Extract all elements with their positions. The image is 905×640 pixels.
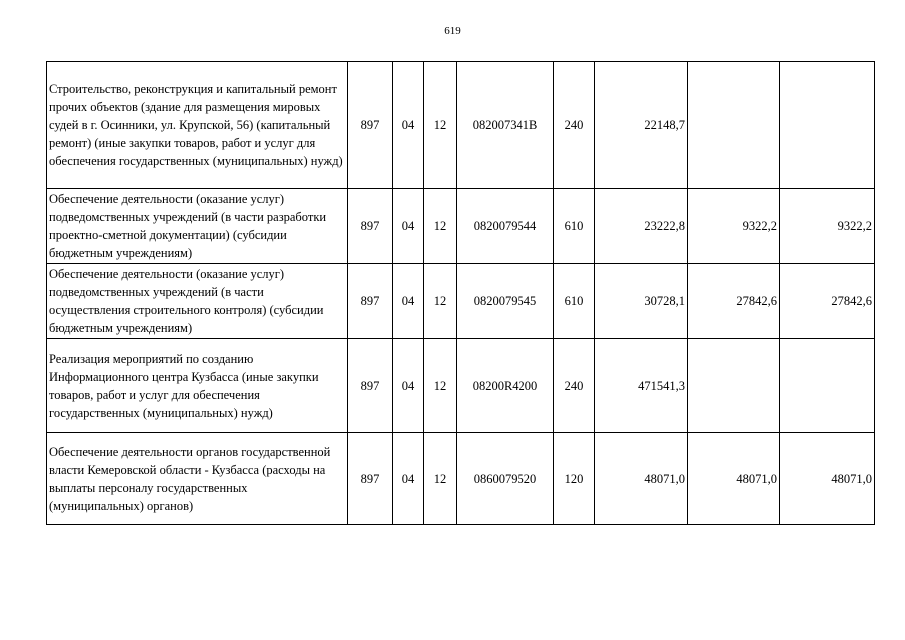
target-article-code: 0820079545	[457, 264, 554, 339]
table-row	[47, 339, 875, 433]
table-row	[47, 264, 875, 339]
amount-year-1: 23222,8	[595, 189, 688, 264]
amount-year-3: 27842,6	[780, 264, 875, 339]
target-article-code: 0860079520	[457, 433, 554, 525]
row-description: Строительство, реконструкция и капитальный ремонт прочих объектов (здание для размещения мировых судей в г. Осинники, ул. Крупской, 56) (капитальный ремонт) (иные закупки товаров, работ и услуг для обеспечения государственных (муниципальных) нужд)	[47, 62, 348, 189]
amount-year-2	[688, 62, 780, 189]
amount-year-1: 471541,3	[595, 339, 688, 433]
amount-year-2: 48071,0	[688, 433, 780, 525]
expense-type-code: 610	[554, 189, 595, 264]
table-row	[47, 189, 875, 264]
table-row	[47, 433, 875, 525]
ministry-code: 897	[348, 264, 393, 339]
amount-year-2: 27842,6	[688, 264, 780, 339]
section-code: 04	[393, 339, 424, 433]
amount-year-1: 30728,1	[595, 264, 688, 339]
target-article-code: 0820079544	[457, 189, 554, 264]
section-code: 04	[393, 264, 424, 339]
row-description: Реализация мероприятий по созданию Информационного центра Кузбасса (иные закупки товаров, работ и услуг для обеспечения государственных (муниципальных) нужд)	[47, 339, 348, 433]
section-code: 04	[393, 62, 424, 189]
amount-year-1: 48071,0	[595, 433, 688, 525]
ministry-code: 897	[348, 62, 393, 189]
amount-year-3: 9322,2	[780, 189, 875, 264]
budget-table	[46, 61, 875, 525]
subsection-code: 12	[424, 339, 457, 433]
table-row	[47, 62, 875, 189]
amount-year-3	[780, 62, 875, 189]
expense-type-code: 240	[554, 62, 595, 189]
subsection-code: 12	[424, 62, 457, 189]
target-article-code: 08200R4200	[457, 339, 554, 433]
amount-year-1: 22148,7	[595, 62, 688, 189]
expense-type-code: 120	[554, 433, 595, 525]
expense-type-code: 610	[554, 264, 595, 339]
amount-year-3	[780, 339, 875, 433]
row-description: Обеспечение деятельности (оказание услуг) подведомственных учреждений (в части разработки проектно-сметной документации) (субсидии бюджетным учреждениям)	[47, 189, 348, 264]
subsection-code: 12	[424, 433, 457, 525]
row-description: Обеспечение деятельности (оказание услуг) подведомственных учреждений (в части осуществления строительного контроля) (субсидии бюджетным учреждениям)	[47, 264, 348, 339]
amount-year-3: 48071,0	[780, 433, 875, 525]
target-article-code: 082007341В	[457, 62, 554, 189]
row-description: Обеспечение деятельности органов государственной власти Кемеровской области - Кузбасса (расходы на выплаты персоналу государственных (муниципальных) органов)	[47, 433, 348, 525]
section-code: 04	[393, 189, 424, 264]
section-code: 04	[393, 433, 424, 525]
ministry-code: 897	[348, 433, 393, 525]
subsection-code: 12	[424, 264, 457, 339]
amount-year-2: 9322,2	[688, 189, 780, 264]
subsection-code: 12	[424, 189, 457, 264]
ministry-code: 897	[348, 189, 393, 264]
ministry-code: 897	[348, 339, 393, 433]
amount-year-2	[688, 339, 780, 433]
expense-type-code: 240	[554, 339, 595, 433]
page-number: 619	[444, 25, 461, 37]
